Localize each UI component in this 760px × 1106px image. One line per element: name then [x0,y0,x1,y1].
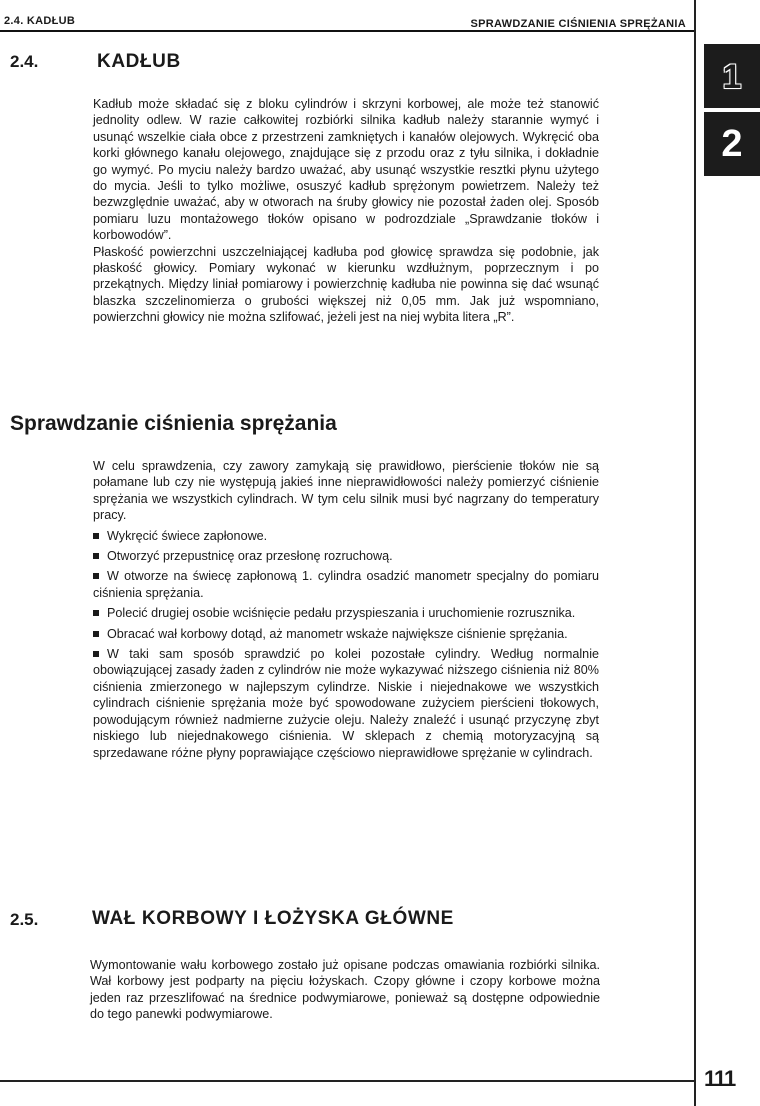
page-number: 111 [704,1066,736,1091]
list-item-text: W otworze na świecę zapłonową 1. cylindra osadzić manometr specjalny do pomiaru ciśnienia sprężania. [93,569,599,600]
list-item [93,626,599,642]
list-item-text: Polecić drugiej osobie wciśnięcie pedału przyspieszania i uruchomienie rozrusznika. [107,606,576,621]
section-2-5-body [90,957,600,1023]
bullet-icon [93,553,99,559]
section-2-5-title: WAŁ KORBOWY I ŁOŻYSKA GŁÓWNE [92,908,454,929]
section-2-5-number: 2.5. [10,910,39,929]
section-2-4-title: KADŁUB [97,51,181,72]
bullet-icon [93,610,99,616]
compression-body [93,458,599,761]
list-item [93,568,599,601]
chapter-tab-2 [704,112,760,176]
list-item [93,646,599,761]
list-item-text: Otworzyć przepustnicę oraz przesłonę rozruchową. [107,549,393,564]
section-2-4-body [93,96,599,326]
list-item-text: Obracać wał korbowy dotąd, aż manometr wskaże największe ciśnienie sprężania. [107,626,568,641]
list-item [93,548,599,564]
bottom-rule [0,1080,694,1082]
list-item [93,528,599,544]
list-item-text: Wykręcić świece zapłonowe. [107,528,268,543]
compression-heading: Sprawdzanie ciśnienia sprężania [10,412,337,435]
bullet-icon [93,651,99,657]
bullet-icon [93,533,99,539]
list-item-text: W taki sam sposób sprawdzić po kolei pozostałe cylindry. Według normalnie obowiązującej zasady żaden z cylindrów nie może wykazywać niższego ciśnienia niż 80% ciśnienia zmierzonego w najlepszym cylindrze. Niskie i niejednakowe we wszystkich cylindrach ciśnienie sprężania może być spowodowane zużyciem pierścieni tłokowych, powodującym również nadmierne zużycie oleju. Należy znaleźć i usunąć przyczynę zbyt niskiego lub niejednakowego ciśnienia. W sklepach z chemią motoryzacyjną są sprzedawane różne płyny poprawiające częściowo nieprawidłowe sprężanie w cylindrach. [93,647,599,760]
paragraph: Wymontowanie wału korbowego zostało już opisane podczas omawiania rozbiórki silnika. Wał korbowy jest podparty na pięciu łożyskach. Czopy główne i czopy korbowe można jeden raz przeszlifować na średnice podwymiarowe, ponieważ są dostępne odpowiednie do tego panewki podwymiarowe. [90,958,600,1022]
paragraph: Kadłub może składać się z bloku cylindrów i skrzyni korbowej, ale może też stanowić jednolity odlew. W razie całkowitej rozbiórki silnika kadłub należy starannie wymyć i usunąć wszelkie ciała obce z przestrzeni zamkniętych i kanałów olejowych. Wykręcić oba korki głównego kanału olejowego, znajdujące się z przodu oraz z tyłu silnika, i dokładnie go wymyć. Po myciu należy bardzo uważać, aby usunąć wszystkie resztki płynu użytego do mycia. Jeśli to tylko możliwe, osuszyć kadłub sprężonym powietrzem. Należy też bezwzględnie uważać, aby w otworach na śruby głowicy nie pozostał żaden olej. Sposób pomiaru luzu montażowego tłoków opisano w podrozdziale „Sprawdzanie tłoków i korbowodów”. [93,97,599,243]
bullet-icon [93,573,99,579]
chapter-tab-2-label: 2 [721,123,743,165]
running-header [0,8,694,32]
running-header-section: 2.4. KADŁUB [4,15,76,27]
bullet-icon [93,631,99,637]
margin-rule [694,0,696,1106]
section-2-4-number: 2.4. [10,52,39,71]
running-header-topic: SPRAWDZANIE CIŚNIENIA SPRĘŻANIA [470,18,686,30]
chapter-tab-1 [704,44,760,108]
paragraph: W celu sprawdzenia, czy zawory zamykają się prawidłowo, pierścienie tłoków nie są połamane lub czy nie występują jakieś inne nieprawidłowości należy pomierzyć ciśnienie sprężania we wszystkich cylindrach. W tym celu silnik musi być nagrzany do temperatury pracy. [93,459,599,523]
list-item [93,605,599,621]
paragraph: Płaskość powierzchni uszczelniającej kadłuba pod głowicę sprawdza się podobnie, jak płaskość głowicy. Pomiary wykonać w kierunku wzdłużnym, poprzecznym i po przekątnych. Między liniał pomiarowy i powierzchnię kadłuba nie powinna się dać wsunąć blaszka szczelinomierza o grubości większej niż 0,05 mm. Jak już wspomniano, powierzchni głowicy nie można szlifować, jeżeli jest na niej wybita litera „R”. [93,244,599,325]
chapter-tab-1-label: 1 [722,58,742,96]
